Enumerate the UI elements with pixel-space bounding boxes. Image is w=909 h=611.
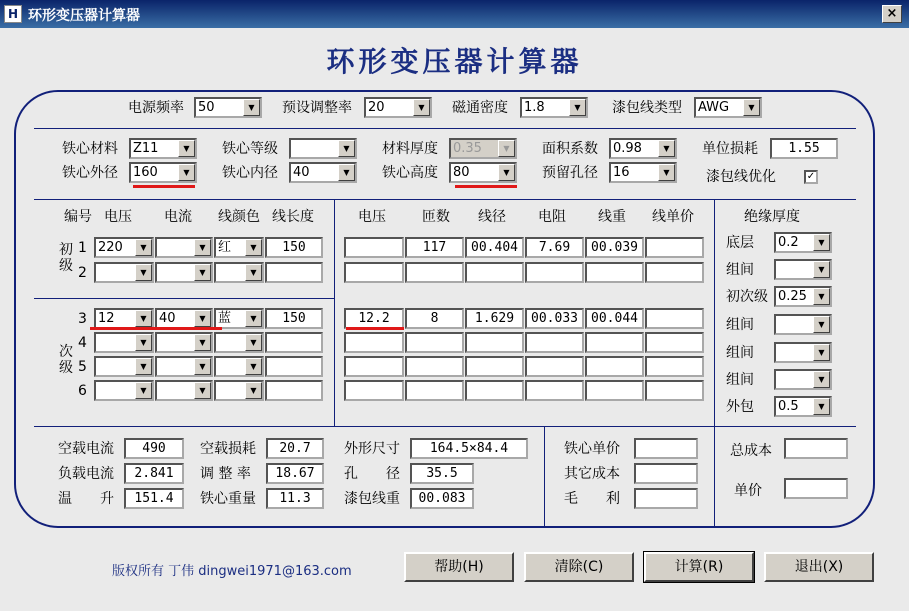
- chevron-down-icon[interactable]: ▼: [658, 164, 675, 181]
- insulation-label: 初次级: [726, 289, 768, 305]
- chevron-down-icon[interactable]: ▼: [194, 239, 211, 256]
- header-wire-price: 线单价: [652, 209, 694, 225]
- wire-length-field[interactable]: [265, 380, 323, 401]
- header-voltage-out: 电压: [358, 209, 386, 225]
- output-voltage-field[interactable]: [344, 237, 404, 258]
- chevron-down-icon[interactable]: ▼: [194, 358, 211, 375]
- wire-color-combo[interactable]: [214, 380, 264, 401]
- secondary-group-label: 次级: [59, 344, 73, 376]
- winding-number: 3: [78, 311, 87, 327]
- header-wire-length: 线长度: [272, 209, 314, 225]
- wire-color-combo[interactable]: [214, 262, 264, 283]
- chevron-down-icon[interactable]: ▼: [498, 140, 515, 157]
- total-cost-field[interactable]: [784, 438, 848, 459]
- clear-button[interactable]: 清除(C): [524, 552, 634, 582]
- noload-loss-field[interactable]: 20.7: [266, 438, 324, 459]
- wire-diameter-field[interactable]: 00.404: [465, 237, 524, 258]
- wire-optimize-label: 漆包线优化: [706, 169, 776, 185]
- core-grade-combo[interactable]: [289, 138, 357, 159]
- output-voltage-field[interactable]: [344, 262, 404, 283]
- header-current: 电流: [164, 209, 192, 225]
- chevron-down-icon[interactable]: ▼: [743, 99, 760, 116]
- load-current-label: 负载电流: [58, 466, 114, 482]
- reserved-hole-label: 预留孔径: [542, 165, 598, 181]
- other-cost-label: 其它成本: [564, 466, 620, 482]
- thickness-label: 材料厚度: [382, 141, 438, 157]
- close-button[interactable]: ×: [882, 5, 902, 23]
- chevron-down-icon[interactable]: ▼: [135, 334, 152, 351]
- chevron-down-icon[interactable]: ▼: [194, 264, 211, 281]
- winding-voltage-combo[interactable]: [94, 262, 154, 283]
- core-weight-label: 铁心重量: [200, 491, 256, 507]
- copyright-text: 版权所有 丁伟 dingwei1971@163.com: [112, 564, 352, 579]
- red-underline: [133, 185, 195, 188]
- chevron-down-icon[interactable]: ▼: [245, 382, 262, 399]
- wire-length-field[interactable]: [265, 262, 323, 283]
- insulation-label: 组间: [726, 262, 754, 278]
- wire-color-combo[interactable]: [214, 332, 264, 353]
- chevron-down-icon[interactable]: ▼: [243, 99, 260, 116]
- winding-current-combo[interactable]: [155, 356, 213, 377]
- turns-field[interactable]: [405, 332, 464, 353]
- insulation-combo[interactable]: [774, 369, 832, 390]
- header-number: 编号: [64, 209, 92, 225]
- wire-price-field[interactable]: [645, 237, 704, 258]
- wire-weight-label: 漆包线重: [344, 491, 400, 507]
- header-voltage: 电压: [104, 209, 132, 225]
- unit-price-label: 单价: [734, 483, 762, 499]
- resistance-field[interactable]: [525, 380, 584, 401]
- area-factor-label: 面积系数: [542, 141, 598, 157]
- wire-weight-field[interactable]: [585, 356, 644, 377]
- chevron-down-icon[interactable]: ▼: [338, 164, 355, 181]
- wire-diameter-field[interactable]: [465, 332, 524, 353]
- thickness-combo[interactable]: 0.35 ▼: [449, 138, 517, 159]
- insulation-label: 外包: [726, 399, 754, 415]
- chevron-down-icon[interactable]: ▼: [813, 398, 830, 415]
- output-voltage-field[interactable]: 12.2: [344, 308, 404, 329]
- noload-loss-label: 空载损耗: [200, 441, 256, 457]
- turns-field[interactable]: 8: [405, 308, 464, 329]
- red-underline: [346, 327, 404, 330]
- regulation-field[interactable]: 18.67: [266, 463, 324, 484]
- winding-voltage-combo[interactable]: [94, 332, 154, 353]
- chevron-down-icon[interactable]: ▼: [658, 140, 675, 157]
- wire-type-combo[interactable]: AWG ▼: [694, 97, 762, 118]
- wire-color-combo[interactable]: [214, 356, 264, 377]
- chevron-down-icon[interactable]: ▼: [813, 316, 830, 333]
- resistance-field[interactable]: 7.69: [525, 237, 584, 258]
- load-current-field[interactable]: 2.841: [124, 463, 184, 484]
- red-underline: [90, 327, 222, 330]
- divider: [34, 128, 856, 129]
- core-price-label: 铁心单价: [564, 441, 620, 457]
- chevron-down-icon[interactable]: ▼: [135, 264, 152, 281]
- wire-price-field[interactable]: [645, 380, 704, 401]
- wire-length-field[interactable]: [265, 356, 323, 377]
- chevron-down-icon[interactable]: ▼: [813, 234, 830, 251]
- unit-price-field[interactable]: [784, 478, 848, 499]
- chevron-down-icon[interactable]: ▼: [569, 99, 586, 116]
- chevron-down-icon[interactable]: ▼: [245, 358, 262, 375]
- winding-number: 6: [78, 383, 87, 399]
- chevron-down-icon[interactable]: ▼: [194, 382, 211, 399]
- unit-loss-field[interactable]: 1.55: [770, 138, 838, 159]
- resistance-field[interactable]: [525, 262, 584, 283]
- noload-current-field[interactable]: 490: [124, 438, 184, 459]
- resistance-field[interactable]: 00.033: [525, 308, 584, 329]
- winding-voltage-combo[interactable]: 12 ▼: [94, 308, 154, 329]
- wire-diameter-field[interactable]: [465, 380, 524, 401]
- help-button[interactable]: 帮助(H): [404, 552, 514, 582]
- header-resistance: 电阻: [538, 209, 566, 225]
- divider: [714, 199, 715, 527]
- winding-voltage-combo[interactable]: 220 ▼: [94, 237, 154, 258]
- winding-number: 2: [78, 265, 87, 281]
- core-od-label: 铁心外径: [62, 165, 118, 181]
- core-id-combo[interactable]: 40 ▼: [289, 162, 357, 183]
- winding-current-combo[interactable]: [155, 332, 213, 353]
- chevron-down-icon[interactable]: ▼: [813, 371, 830, 388]
- wire-diameter-field[interactable]: [465, 356, 524, 377]
- chevron-down-icon[interactable]: ▼: [813, 288, 830, 305]
- wire-price-field[interactable]: [645, 262, 704, 283]
- divider: [34, 199, 856, 200]
- insulation-combo[interactable]: [774, 259, 832, 280]
- divider: [334, 199, 335, 426]
- turns-field[interactable]: [405, 356, 464, 377]
- wire-weight-field[interactable]: 00.039: [585, 237, 644, 258]
- reg-label: 预设调整率: [282, 100, 352, 116]
- wire-diameter-field[interactable]: 1.629: [465, 308, 524, 329]
- winding-current-combo[interactable]: [155, 237, 213, 258]
- wire-weight-field[interactable]: [585, 332, 644, 353]
- chevron-down-icon[interactable]: ▼: [194, 334, 211, 351]
- wire-optimize-checkbox[interactable]: ✓: [804, 170, 818, 184]
- wire-price-field[interactable]: [645, 332, 704, 353]
- insulation-label: 组间: [726, 372, 754, 388]
- insulation-combo[interactable]: 0.5 ▼: [774, 396, 832, 417]
- core-height-label: 铁心高度: [382, 165, 438, 181]
- winding-voltage-combo[interactable]: [94, 380, 154, 401]
- chevron-down-icon[interactable]: ▼: [413, 99, 430, 116]
- core-id-label: 铁心内径: [222, 165, 278, 181]
- chevron-down-icon[interactable]: ▼: [245, 264, 262, 281]
- reserved-hole-combo[interactable]: 16 ▼: [609, 162, 677, 183]
- wire-color-combo[interactable]: 蓝 ▼: [214, 308, 264, 329]
- wire-price-field[interactable]: [645, 356, 704, 377]
- header-wire-weight: 线重: [598, 209, 626, 225]
- output-voltage-field[interactable]: [344, 380, 404, 401]
- wire-weight-field[interactable]: [585, 380, 644, 401]
- chevron-down-icon[interactable]: ▼: [813, 344, 830, 361]
- chevron-down-icon[interactable]: ▼: [135, 382, 152, 399]
- insulation-combo[interactable]: 0.2 ▼: [774, 232, 832, 253]
- gross-profit-label: 毛 利: [564, 491, 620, 507]
- insulation-label: 组间: [726, 345, 754, 361]
- regulation-label: 调 整 率: [200, 466, 251, 482]
- core-grade-label: 铁心等级: [222, 141, 278, 157]
- core-weight-field[interactable]: 11.3: [266, 488, 324, 509]
- total-cost-label: 总成本: [730, 443, 772, 459]
- core-price-field[interactable]: [634, 438, 698, 459]
- winding-current-combo[interactable]: [155, 262, 213, 283]
- core-material-combo[interactable]: Z11 ▼: [129, 138, 197, 159]
- wire-length-field[interactable]: 150: [265, 308, 323, 329]
- turns-field[interactable]: [405, 380, 464, 401]
- insulation-label: 底层: [726, 235, 754, 251]
- core-od-combo[interactable]: 160 ▼: [129, 162, 197, 183]
- insulation-combo[interactable]: [774, 342, 832, 363]
- wire-weight-field[interactable]: 00.044: [585, 308, 644, 329]
- chevron-down-icon[interactable]: ▼: [178, 140, 195, 157]
- wire-weight-field[interactable]: 00.083: [410, 488, 474, 509]
- chevron-down-icon[interactable]: ▼: [245, 310, 262, 327]
- exit-button[interactable]: 退出(X): [764, 552, 874, 582]
- winding-current-combo[interactable]: [155, 380, 213, 401]
- reg-combo[interactable]: 20 ▼: [364, 97, 432, 118]
- header-turns: 匝数: [422, 209, 450, 225]
- chevron-down-icon[interactable]: ▼: [338, 140, 355, 157]
- unit-loss-label: 单位损耗: [702, 141, 758, 157]
- wire-length-field[interactable]: [265, 332, 323, 353]
- red-underline: [455, 185, 517, 188]
- calculate-button[interactable]: 计算(R): [644, 552, 754, 582]
- wire-weight-field[interactable]: [585, 262, 644, 283]
- chevron-down-icon[interactable]: ▼: [135, 310, 152, 327]
- chevron-down-icon[interactable]: ▼: [813, 261, 830, 278]
- header-wire-color: 线颜色: [218, 209, 260, 225]
- chevron-down-icon[interactable]: ▼: [245, 239, 262, 256]
- app-title: 环形变压器计算器: [326, 45, 583, 78]
- core-material-label: 铁心材料: [62, 141, 118, 157]
- chevron-down-icon[interactable]: ▼: [245, 334, 262, 351]
- output-voltage-field[interactable]: [344, 332, 404, 353]
- wire-price-field[interactable]: [645, 308, 704, 329]
- insulation-combo[interactable]: [774, 314, 832, 335]
- divider: [34, 426, 856, 427]
- chevron-down-icon[interactable]: ▼: [194, 310, 211, 327]
- winding-number: 1: [78, 240, 87, 256]
- hole-diameter-label: 孔 径: [344, 466, 400, 482]
- output-voltage-field[interactable]: [344, 356, 404, 377]
- gross-profit-field[interactable]: [634, 488, 698, 509]
- divider: [544, 426, 545, 527]
- primary-group-label: 初级: [59, 242, 73, 274]
- header-wire-diameter: 线径: [478, 209, 506, 225]
- app-icon: H: [4, 5, 22, 23]
- winding-number: 4: [78, 335, 87, 351]
- winding-voltage-combo[interactable]: [94, 356, 154, 377]
- resistance-field[interactable]: [525, 332, 584, 353]
- header-insulation: 绝缘厚度: [744, 209, 800, 225]
- resistance-field[interactable]: [525, 356, 584, 377]
- winding-number: 5: [78, 359, 87, 375]
- insulation-combo[interactable]: 0.25 ▼: [774, 286, 832, 307]
- chevron-down-icon[interactable]: ▼: [178, 164, 195, 181]
- wire-type-label: 漆包线类型: [612, 100, 682, 116]
- wire-length-field[interactable]: 150: [265, 237, 323, 258]
- core-height-combo[interactable]: 80 ▼: [449, 162, 517, 183]
- wire-diameter-field[interactable]: [465, 262, 524, 283]
- other-cost-field[interactable]: [634, 463, 698, 484]
- chevron-down-icon[interactable]: ▼: [135, 239, 152, 256]
- outer-size-field[interactable]: 164.5×84.4: [410, 438, 528, 459]
- insulation-label: 组间: [726, 317, 754, 333]
- freq-label: 电源频率: [128, 100, 184, 116]
- noload-current-label: 空载电流: [58, 441, 114, 457]
- turns-field[interactable]: [405, 262, 464, 283]
- winding-current-combo[interactable]: 40 ▼: [155, 308, 213, 329]
- freq-combo[interactable]: 50 ▼: [194, 97, 262, 118]
- chevron-down-icon[interactable]: ▼: [135, 358, 152, 375]
- divider: [34, 298, 334, 299]
- flux-combo[interactable]: 1.8 ▼: [520, 97, 588, 118]
- hole-diameter-field[interactable]: 35.5: [410, 463, 474, 484]
- temp-rise-label: 温 升: [58, 491, 114, 507]
- outer-size-label: 外形尺寸: [344, 441, 400, 457]
- area-factor-combo[interactable]: 0.98 ▼: [609, 138, 677, 159]
- wire-color-combo[interactable]: 红 ▼: [214, 237, 264, 258]
- flux-label: 磁通密度: [452, 100, 508, 116]
- temp-rise-field[interactable]: 151.4: [124, 488, 184, 509]
- window-title: 环形变压器计算器: [28, 8, 140, 24]
- turns-field[interactable]: 117: [405, 237, 464, 258]
- chevron-down-icon[interactable]: ▼: [498, 164, 515, 181]
